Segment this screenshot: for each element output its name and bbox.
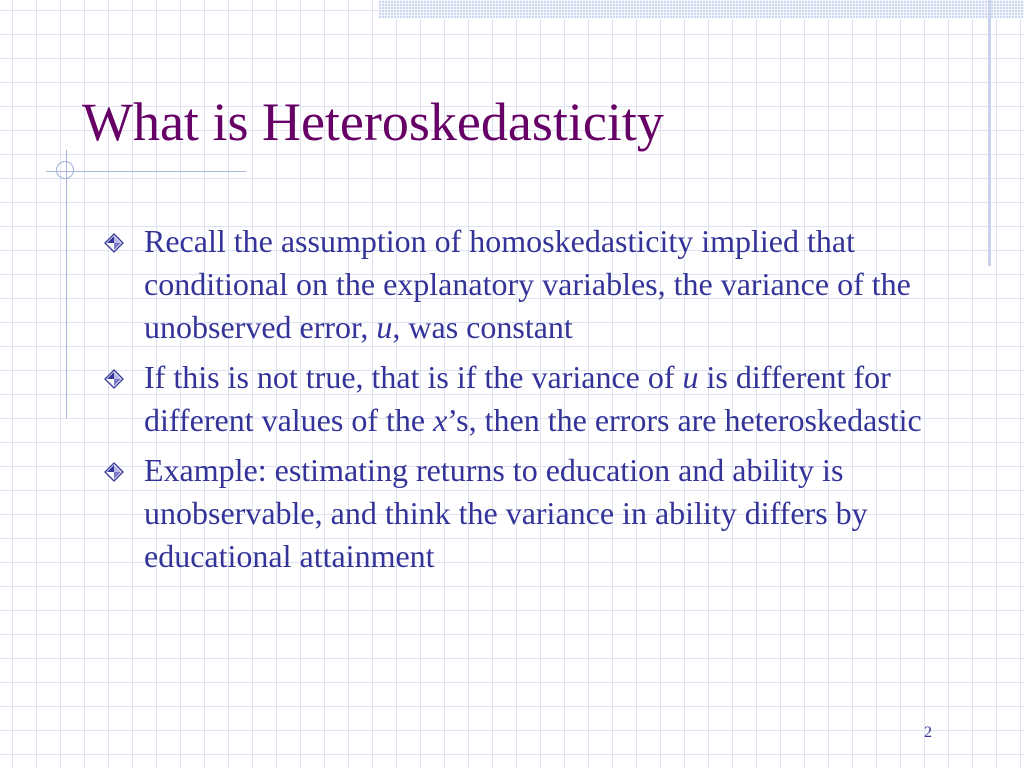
text-run: , was constant <box>392 309 573 345</box>
bullet-item <box>104 449 934 578</box>
crosshair-circle-icon <box>56 161 74 179</box>
bullet-text <box>144 359 922 438</box>
math-variable: u <box>376 309 393 345</box>
text-run: If this is not true, that is if the variance of <box>144 359 683 395</box>
title-underline-rule <box>46 171 246 172</box>
text-run: Example: estimating returns to education and ability is unobservable, and think the variance in ability differs by educational attainment <box>144 452 868 574</box>
decorative-top-band <box>378 0 1024 18</box>
bullet-item <box>104 356 934 442</box>
bullet-list <box>104 220 934 585</box>
text-run: is different for different values of the <box>144 359 891 438</box>
math-variable: x <box>433 402 448 438</box>
bullet-text <box>144 452 868 574</box>
left-vertical-rule <box>66 150 67 418</box>
diamond-bullet-icon <box>104 369 124 389</box>
bullet-item <box>104 220 934 349</box>
text-run: Recall the assumption of homoskedasticity implied that conditional on the explanatory variables, the variance of the unobserved error, <box>144 223 911 345</box>
text-run: ’s, then the errors are heteroskedastic <box>447 402 922 438</box>
bullet-text <box>144 223 911 345</box>
slide-title: What is Heteroskedasticity <box>82 92 664 152</box>
math-variable: u <box>682 359 699 395</box>
diamond-bullet-icon <box>104 233 124 253</box>
decorative-right-bar <box>988 0 991 266</box>
diamond-bullet-icon <box>104 462 124 482</box>
page-number: 2 <box>924 724 932 741</box>
